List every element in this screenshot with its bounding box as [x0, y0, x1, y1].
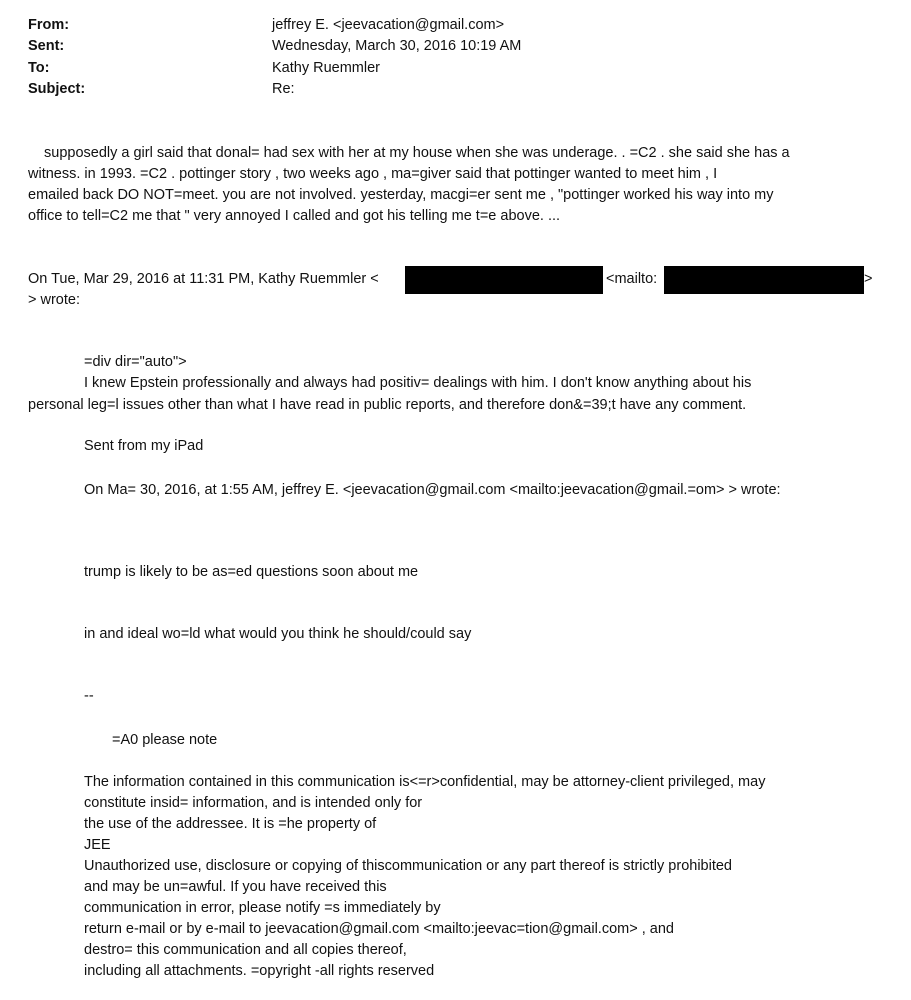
- disclaimer-line: and may be un=awful. If you have received this: [84, 879, 387, 895]
- from-value: jeffrey E. <jeevacation@gmail.com>: [272, 17, 505, 33]
- disclaimer-line: constitute insid= information, and is intended only for: [84, 795, 423, 811]
- reply-line: emailed back DO NOT=meet. you are not involved. yesterday, macgi=er sent me , "pottinger worked his way into my: [28, 187, 774, 203]
- quote2-header: On Ma= 30, 2016, at 1:55 AM, jeffrey E. <jeevacation@gmail.com <mailto:jeevacation@gmail.=om> > wrote:: [84, 482, 781, 498]
- disclaimer-line: communication in error, please notify =s immediately by: [84, 900, 441, 916]
- quote-header: On Tue, Mar 29, 2016 at 11:31 PM, Kathy Ruemmler <: [28, 271, 379, 287]
- disclaimer-line: The information contained in this communication is<=r>confidential, may be attorney-client privileged, may: [84, 774, 766, 790]
- div-line: =div dir="auto">: [84, 354, 187, 370]
- disclaimer-line: destro= this communication and all copies thereof,: [84, 942, 407, 958]
- kathy-line: I knew Epstein professionally and always had positiv= dealings with him. I don't know anything about his: [84, 375, 752, 391]
- subject-label: Subject:: [28, 81, 86, 97]
- original-line: trump is likely to be as=ed questions soon about me: [84, 564, 419, 580]
- from-label: From:: [28, 17, 70, 33]
- disclaimer-line: including all attachments. =opyright -all rights reserved: [84, 963, 435, 979]
- original-line: in and ideal wo=ld what would you think he should/could say: [84, 626, 472, 642]
- reply-line: office to tell=C2 me that " very annoyed I called and got his telling me t=e above. ...: [28, 208, 561, 224]
- quote-header-gt: >: [864, 271, 873, 287]
- please-note: =A0 please note: [112, 732, 218, 748]
- disclaimer-line: Unauthorized use, disclosure or copying of thiscommunication or any part thereof is strictly prohibited: [84, 858, 732, 874]
- sent-label: Sent:: [28, 38, 65, 54]
- kathy-line: personal leg=l issues other than what I have read in public reports, and therefore don&=39;t have any comment.: [28, 397, 747, 413]
- subject-value: Re:: [272, 81, 295, 97]
- disclaimer-line: the use of the addressee. It is =he property of: [84, 816, 377, 832]
- sent-from: Sent from my iPad: [84, 438, 204, 454]
- redaction-box: [664, 266, 864, 294]
- disclaimer-line: return e-mail or by e-mail to jeevacation@gmail.com <mailto:jeevac=tion@gmail.com> , and: [84, 921, 674, 937]
- to-value: Kathy Ruemmler: [272, 60, 380, 76]
- redaction-box: [405, 266, 603, 294]
- reply-line: witness. in 1993. =C2 . pottinger story , two weeks ago , ma=giver said that pottinger wanted to meet him , I: [28, 166, 718, 182]
- sent-value: Wednesday, March 30, 2016 10:19 AM: [272, 38, 522, 54]
- disclaimer-line: JEE: [84, 837, 111, 853]
- signature-dash: --: [84, 688, 94, 704]
- to-label: To:: [28, 60, 50, 76]
- quote-header-mailto: <mailto:: [606, 271, 658, 287]
- reply-line: supposedly a girl said that donal= had sex with her at my house when she was underage. . =C2 . she said she has a: [44, 145, 790, 161]
- quote-wrote: > wrote:: [28, 292, 80, 308]
